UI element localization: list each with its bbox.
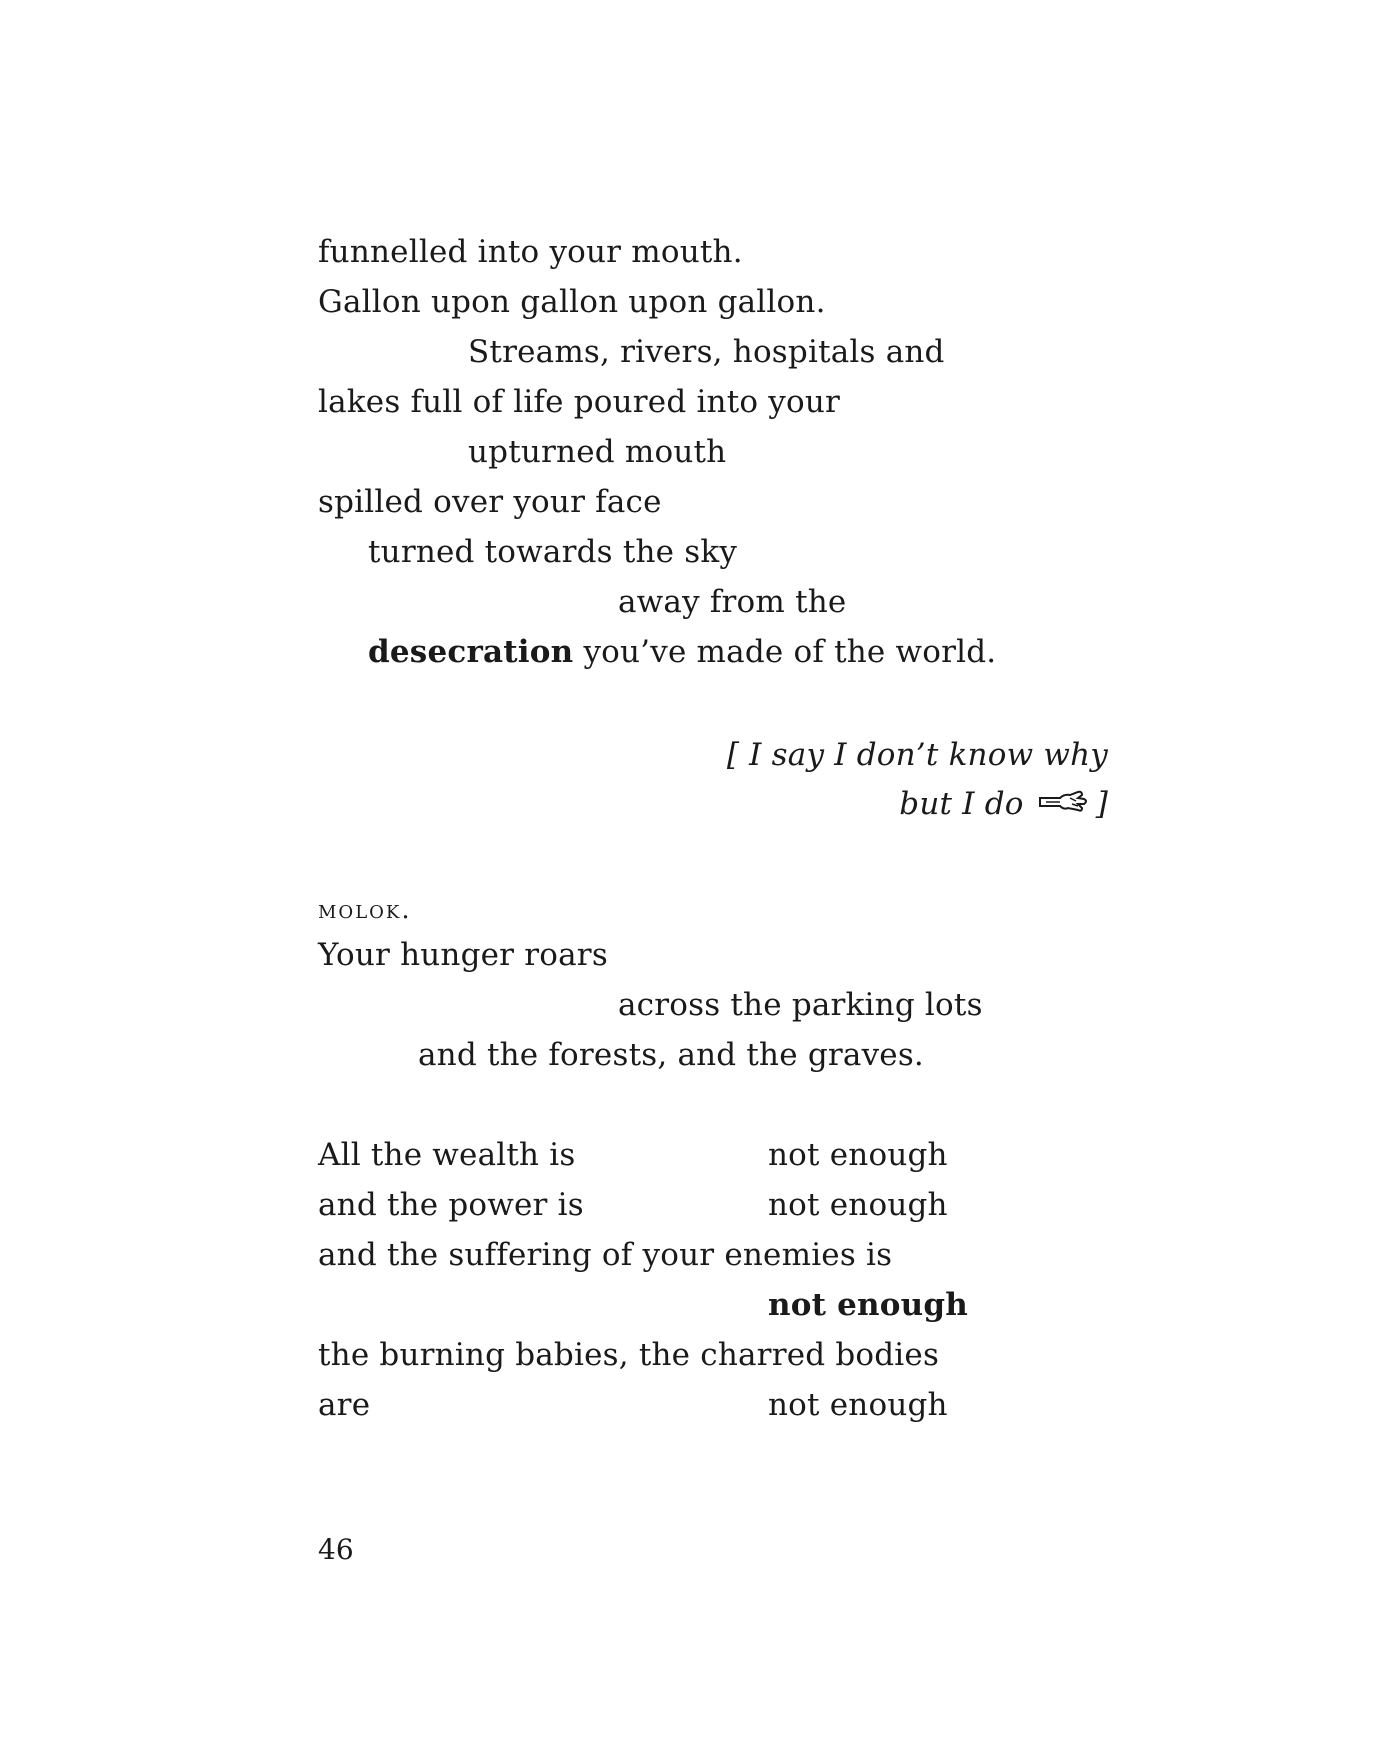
refrain: not enough: [768, 1387, 948, 1423]
aside-bracket: ]: [1095, 786, 1108, 822]
poem-line: away from the: [618, 584, 847, 620]
poem-line: Streams, rivers, hospitals and: [468, 334, 945, 370]
poem-line: Gallon upon gallon upon gallon.: [318, 284, 826, 320]
poem-line: spilled over your face: [318, 484, 662, 520]
refrain: not enough: [768, 1187, 948, 1223]
pointing-hand-icon: [1038, 786, 1090, 826]
poem-line: All the wealth is: [318, 1137, 576, 1173]
poem-line-rest: you’ve made of the world.: [573, 634, 997, 670]
aside-line: [899, 784, 1108, 826]
aside-line: [ I say I don’t know why: [726, 737, 1108, 773]
poem-line: and the power is: [318, 1187, 584, 1223]
aside-text: but I do: [899, 786, 1024, 822]
poem-line: funnelled into your mouth.: [318, 234, 743, 270]
refrain-emphasis: not enough: [768, 1287, 969, 1323]
poem-line: and the forests, and the graves.: [418, 1037, 924, 1073]
poem-line: across the parking lots: [618, 987, 983, 1023]
poem-line: and the suffering of your enemies is: [318, 1237, 893, 1273]
poem-line: [368, 632, 996, 672]
page-number: 46: [318, 1533, 354, 1566]
poem-line: turned towards the sky: [368, 534, 738, 570]
emphasis-word: desecration: [368, 634, 574, 670]
poem-line: Your hunger roars: [318, 937, 608, 973]
poem-line: lakes full of life poured into your: [318, 384, 841, 420]
poem-line: the burning babies, the charred bodies: [318, 1337, 940, 1373]
poem-line: are: [318, 1387, 371, 1423]
refrain: not enough: [768, 1137, 948, 1173]
section-heading: molok.: [318, 895, 412, 925]
poem-line: upturned mouth: [468, 434, 727, 470]
